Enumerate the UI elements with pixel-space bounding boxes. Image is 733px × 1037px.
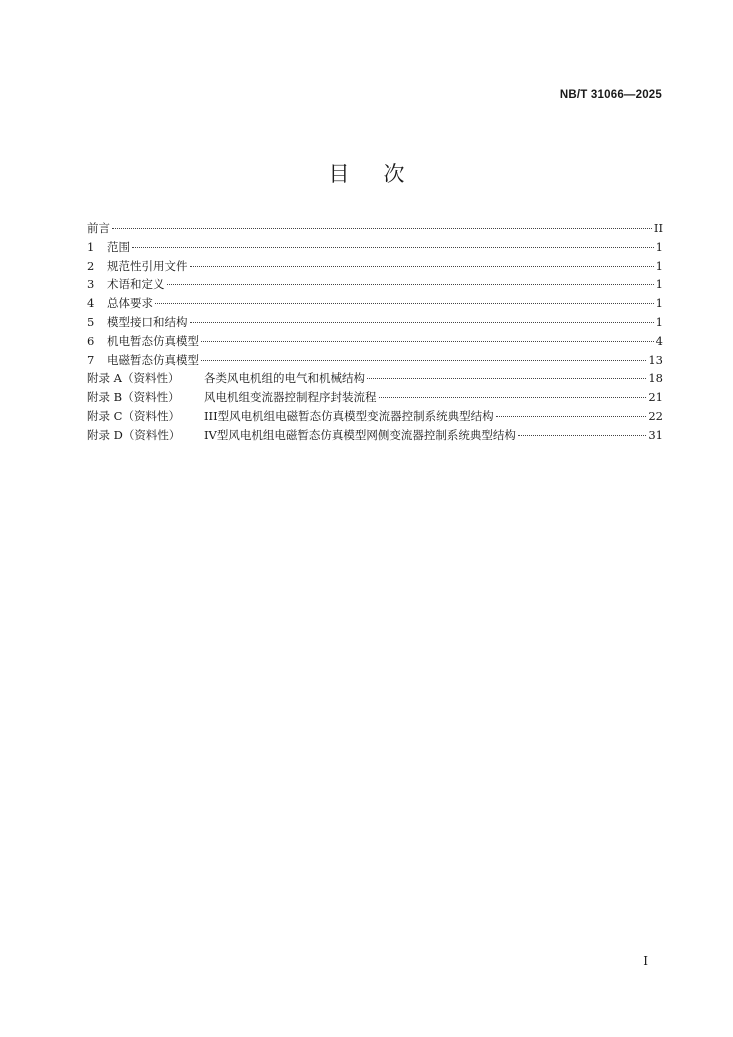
- toc-leader-dots: [201, 360, 646, 361]
- toc-entry[interactable]: [87, 369, 663, 388]
- toc-section-number: 4: [87, 296, 95, 311]
- toc-section-number: 1: [87, 239, 95, 254]
- toc-leader-dots: [112, 228, 652, 229]
- toc-entry[interactable]: [87, 388, 663, 407]
- toc-leader-dots: [201, 341, 654, 342]
- toc-page-number: II: [653, 221, 663, 235]
- toc-page-number: 31: [648, 427, 663, 442]
- toc-section-number: 7: [87, 352, 95, 367]
- toc-leader-dots: [518, 435, 647, 436]
- toc-leader-dots: [167, 284, 654, 285]
- toc-entry-title: 各类风电机组的电气和机械结构: [204, 371, 365, 386]
- page-title: 目次: [328, 162, 439, 186]
- toc-page-number: 13: [648, 352, 663, 367]
- toc-entry-title: 范围: [107, 239, 130, 254]
- toc-page-number: 1: [655, 296, 663, 311]
- toc-page-number: 22: [648, 408, 663, 423]
- toc-entry[interactable]: [87, 332, 663, 351]
- toc-leader-dots: [155, 303, 654, 304]
- toc-annex-label: 附录 C（资料性）: [87, 408, 180, 423]
- page-number: I: [643, 954, 648, 968]
- toc-entry[interactable]: [87, 219, 663, 238]
- toc-entry-title: IV型风电机组电磁暂态仿真模型网侧变流器控制系统典型结构: [204, 427, 516, 442]
- toc-section-number: 5: [87, 314, 95, 329]
- toc-leader-dots: [132, 247, 654, 248]
- toc-leader-dots: [190, 266, 654, 267]
- toc-entry-title: 风电机组变流器控制程序封装流程: [204, 390, 377, 405]
- toc-entry-title: 术语和定义: [107, 277, 165, 292]
- toc-page-number: 1: [655, 314, 663, 329]
- toc-entry-title: 前言: [87, 221, 110, 235]
- toc-section-number: 2: [87, 258, 95, 273]
- toc-entry[interactable]: [87, 426, 663, 445]
- toc-annex-label: 附录 B（资料性）: [87, 390, 180, 405]
- toc-entry-title: 规范性引用文件: [107, 258, 188, 273]
- toc-page-number: 21: [648, 390, 663, 405]
- toc-page-number: 4: [655, 333, 663, 348]
- toc-entry-title: 电磁暂态仿真模型: [107, 352, 199, 367]
- toc-page-number: 1: [655, 239, 663, 254]
- toc-entry-title: 机电暂态仿真模型: [107, 333, 199, 348]
- toc-entry-title: 总体要求: [107, 296, 153, 311]
- toc-entry-title: 模型接口和结构: [107, 314, 188, 329]
- document-code: NB/T 31066—2025: [559, 89, 662, 101]
- toc-section-number: 3: [87, 277, 95, 292]
- toc-annex-label: 附录 A（资料性）: [87, 371, 180, 386]
- toc-page-number: 1: [655, 258, 663, 273]
- toc-leader-dots: [367, 378, 646, 379]
- toc-annex-label: 附录 D（资料性）: [87, 427, 181, 442]
- table-of-contents: [87, 219, 663, 445]
- toc-leader-dots: [190, 322, 654, 323]
- toc-page-number: 18: [648, 371, 663, 386]
- toc-entry[interactable]: [87, 407, 663, 426]
- toc-entry[interactable]: [87, 275, 663, 294]
- toc-leader-dots: [496, 416, 647, 417]
- toc-page-number: 1: [655, 277, 663, 292]
- toc-entry[interactable]: [87, 313, 663, 332]
- toc-leader-dots: [379, 397, 647, 398]
- toc-entry[interactable]: [87, 351, 663, 370]
- toc-entry[interactable]: [87, 238, 663, 257]
- toc-entry[interactable]: [87, 257, 663, 276]
- toc-entry[interactable]: [87, 294, 663, 313]
- toc-section-number: 6: [87, 333, 95, 348]
- toc-entry-title: III型风电机组电磁暂态仿真模型变流器控制系统典型结构: [204, 408, 494, 423]
